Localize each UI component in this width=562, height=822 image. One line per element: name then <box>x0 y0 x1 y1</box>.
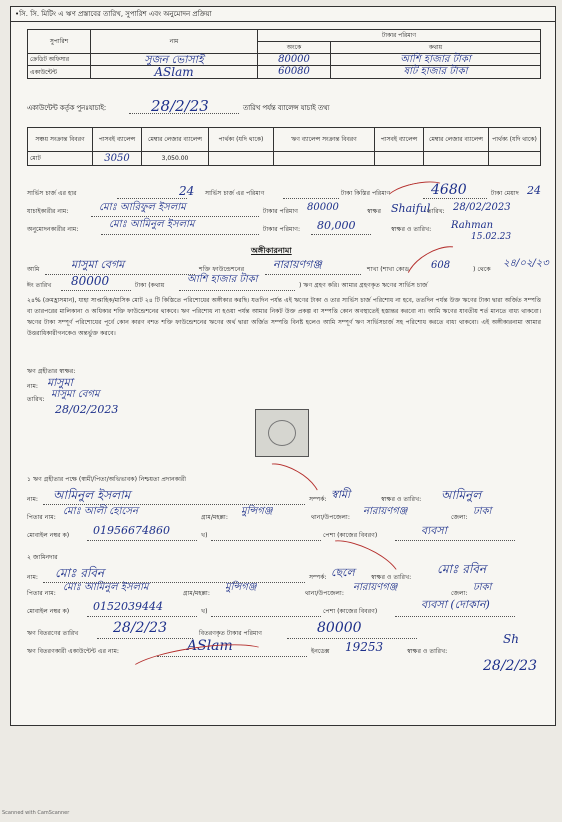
g1-name-label: নাম: <box>27 496 39 503</box>
g2-mobile-label: মোবাইল নম্বর ক) <box>27 608 70 615</box>
g1-name-line <box>43 504 305 505</box>
red-pen-mark <box>398 237 473 301</box>
table-row <box>28 54 541 66</box>
empty-cell <box>489 152 541 166</box>
g2-mobile: 0152039444 <box>93 600 163 613</box>
verifier-line <box>91 216 259 217</box>
recommend-table <box>27 29 541 79</box>
guarantor2-heading: ২ জামিনদার <box>27 554 58 561</box>
g1-mobile-b: খ) <box>201 532 208 539</box>
g2-occupation-label: পেশা (কাজের বিবরণ) <box>323 608 378 615</box>
g2-father: মোঃ আমিনুল ইসলাম <box>63 582 149 593</box>
installment-label: টাকা কিস্তির পরিমাণ <box>341 190 391 197</box>
agreement-text: ) থেকে <box>473 266 491 273</box>
handwritten-words: আশি হাজার টাকা <box>400 53 471 65</box>
g2-relation-label: সম্পর্ক: <box>309 574 327 581</box>
disb-amount-label: বিতরণকৃত টাকার পরিমাণ <box>199 630 262 637</box>
role-cell: ক্রেডিট অফিসার <box>28 54 91 66</box>
g1-mobile: 01956674860 <box>93 524 170 537</box>
approver-amount-line <box>311 234 371 235</box>
verifier-date-label: তারিখ: <box>427 208 445 215</box>
g2-signature: মোঃ রবিন <box>437 562 487 576</box>
borrower-date: 28/02/2023 <box>55 403 119 416</box>
approver-name: মোঃ আমিনুল ইসলাম <box>109 219 195 230</box>
verifier-date: 28/02/2023 <box>453 202 511 213</box>
balance-table <box>27 127 541 166</box>
handwritten-digits: 60080 <box>278 66 310 77</box>
agreement-text: শক্তি ফাউন্ডেশনের <box>199 266 245 273</box>
agreement-text: আমি <box>27 266 40 273</box>
disb-amount: 80000 <box>317 620 362 636</box>
role-cell: একাউন্টেন্ট <box>28 66 91 79</box>
g2-mobile-line <box>87 616 197 617</box>
branch-line <box>265 274 361 275</box>
amount-line <box>283 198 339 199</box>
approver-date: 15.02.23 <box>471 232 512 242</box>
g2-occupation-line <box>395 616 515 617</box>
approver-label: অনুমোদনকারীর নাম: <box>27 226 79 233</box>
g1-upazila-label: থানা/উপজেলা: <box>311 514 350 521</box>
disb-amount-line <box>287 638 417 639</box>
words-cell <box>331 66 541 79</box>
g2-name-label: নাম: <box>27 574 39 581</box>
col-digits: অংকে <box>258 42 331 54</box>
handwritten-words: ষাট হাজার টাকা <box>403 66 468 77</box>
bal-header: পাসবই ব্যালেন্স <box>375 128 424 152</box>
loan-words-line <box>179 290 295 291</box>
disb-signature: Sh <box>503 632 519 646</box>
agreement-text: ) ঋণ গ্রহণ করি। আমার গ্রহণকৃত ঋণের সার্ভিস চার্জ <box>299 282 428 289</box>
passbook-value: 3050 <box>104 152 130 164</box>
g1-occupation-label: পেশা (কাজের বিবরণ) <box>323 532 378 539</box>
bal-header: পার্থক্য (যদি থাকে) <box>489 128 541 152</box>
amount-label: সার্ভিস চার্জ এর পরিমাণ <box>205 190 265 197</box>
revenue-stamp <box>255 409 309 457</box>
g2-mobile-b-line <box>211 616 321 617</box>
loan-form-sheet <box>10 6 556 726</box>
g2-district: ঢাকা <box>473 582 492 593</box>
bal-header: মেম্বার লেজার ব্যালেন্স <box>424 128 489 152</box>
col-words: কথায় <box>331 42 541 54</box>
g1-occupation: ব্যবসা <box>421 524 447 537</box>
approver-amount: 80,000 <box>317 219 356 232</box>
g2-village-label: গ্রাম/মহল্লা: <box>183 590 210 597</box>
approver-amount-label: টাকার পরিমাণ: <box>263 226 301 233</box>
verifier-label: যাচাইকারীর নাম: <box>27 208 69 215</box>
verifier-sign-label: স্বাক্ষর <box>367 208 381 215</box>
verifier-amount-label: টাকার পরিমাণ <box>263 208 299 215</box>
disb-date: 28/2/23 <box>113 620 167 636</box>
rate-value: 24 <box>179 184 195 198</box>
disb-accountant-label: ঋণ বিতরণকারী একাউন্টেন্ট এর নাম: <box>27 648 120 655</box>
passbook-cell <box>93 152 142 166</box>
handwritten-name: সুজন ভোসাই <box>144 53 204 66</box>
branch-code: 608 <box>431 260 451 271</box>
g1-mobile-line <box>87 540 197 541</box>
g2-name: মোঃ রবিন <box>55 566 105 580</box>
g2-village: মুন্সিগঞ্জ <box>225 582 257 593</box>
stamp-emblem-icon <box>268 420 296 446</box>
rate-line <box>117 198 187 199</box>
date-handwritten: ২৪/০২/২৩ <box>503 258 549 269</box>
branch-name: নারায়ণগঞ্জ <box>273 258 322 271</box>
g1-mobile-b-line <box>211 540 321 541</box>
borrower-signature: মাসুমা বেগম <box>51 389 100 400</box>
g1-occupation-line <box>395 540 515 541</box>
verifier-amount: 80000 <box>307 202 339 213</box>
g2-upazila-label: থানা/উপজেলা: <box>305 590 344 597</box>
disb-id: 19253 <box>345 640 384 654</box>
agreement-paragraph: ২৪% (ক্রমহ্রাসমান), যাহা সাপ্তাহিক/মাসিক মোট ২৪ টি কিস্তিতে পরিশোধের অঙ্গীকার করছি। যতদিন পর্যন্ত এই ঋণের টাকা ও তার সার্ভিস চার্জ পরিশোধ না হবে, ততদিন পর্যন্ত উক্ত ঋণের টাকা দ্বারা অর্জিত সম্পত্তি বা তারপরের মালিকানা ও অধিকার শক্তি ফাউন্ডেশনের থাকবে। ঋণ পরিশোধ না হওয়া পর্যন্ত আমার নিকট উক্ত প্রকল্প বা সম্পত্তি কোন অবস্থাতেই হস্তান্তর করবো না। আমি ঋণের যাবতীয় শর্ত মানতে বাধ্য থাকবো। ঋণের টাকা সম্পূর্ণ পরিশোধের পূর্বে কোন কারণ বশত শক্তি ফাউন্ডেশনের ঋণের অর্থ দ্বারা অর্জিত সম্পত্তি বিনষ্ট হলেও আমি সম্পূর্ণ ঋণ সার্ভিসচার্জ সহ পরিশোধ করতে বাধ্য থাকবো। এই অঙ্গীকারনামা আমার উত্তরাধিকারীগনকেও অন্তর্ভুক্ত করবে। <box>27 297 541 337</box>
loan-amount: 80000 <box>71 274 110 288</box>
g1-district-label: জেলা: <box>451 514 468 521</box>
g1-relation: স্বামী <box>331 488 351 501</box>
form-title: •সি. সি. মিটিং এ ঋণ প্রস্তাবের তারিখ, সুপারিশ এবং অনুমোদন প্রক্রিয়া <box>15 10 212 18</box>
digits-cell <box>258 54 331 66</box>
balance-check-date: 28/2/23 <box>151 97 209 115</box>
approver-line <box>101 234 259 235</box>
g1-relation-label: সম্পর্ক: <box>309 496 327 503</box>
disb-id-label: ইনডেক্স <box>311 648 330 655</box>
g1-village: মুন্সিগঞ্জ <box>241 506 273 517</box>
g2-occupation: ব্যবসা (দোকান) <box>421 598 490 611</box>
total-label: মোট <box>28 152 93 166</box>
bal-header: সঞ্চয় সংক্রান্ত বিবরণ <box>28 128 93 152</box>
disb-final-date: 28/2/23 <box>483 658 537 674</box>
empty-cell <box>274 152 375 166</box>
bal-header: মেম্বার লেজার ব্যালেন্স <box>142 128 209 152</box>
empty-cell <box>375 152 424 166</box>
agreement-text: ঈং তারিখ <box>27 282 52 289</box>
table-row <box>28 152 541 166</box>
g1-sign-label: স্বাক্ষর ও তারিখ: <box>381 496 422 503</box>
empty-cell <box>209 152 274 166</box>
borrower-name-label: নাম: <box>27 383 39 390</box>
borrower-date-label: তারিখ: <box>27 396 45 403</box>
g1-name: আমিনুল ইসলাম <box>53 488 131 502</box>
digits-cell <box>258 66 331 79</box>
approver-signature: Rahman <box>451 220 494 231</box>
agreement-title: অঙ্গীকারনামা <box>251 246 292 255</box>
borrower-name-value: মাসুমা <box>47 376 73 389</box>
empty-cell <box>424 152 489 166</box>
g1-father: মোঃ আলী হোসেন <box>63 506 138 517</box>
borrower-sign-label: ঋণ গ্রহীতার স্বাক্ষর: <box>27 368 76 375</box>
bal-header: পাসবই ব্যালেন্স <box>93 128 142 152</box>
disb-accountant: ASlam <box>187 638 233 654</box>
agreement-text: শাখা (শাখা কোড <box>367 266 410 273</box>
words-cell <box>331 54 541 66</box>
verifier-signature: Shaiful <box>391 202 431 215</box>
g2-father-label: পিতার নাম: <box>27 590 56 597</box>
handwritten-digits: 80000 <box>278 53 310 65</box>
g1-mobile-label: মোবাইল নম্বর ক) <box>27 532 70 539</box>
agreement-text: টাকা (কথায় <box>135 282 165 289</box>
g2-mobile-b: খ) <box>201 608 208 615</box>
term-value: 24 <box>527 184 541 197</box>
borrower-line <box>45 274 195 275</box>
col-recommend: সুপারিশ <box>28 30 91 54</box>
bal-header: পার্থক্য (যদি থাকে) <box>209 128 274 152</box>
loan-words: আশি হাজার টাকা <box>187 274 258 285</box>
approver-sign-label: স্বাক্ষর ও তারিখ: <box>391 226 432 233</box>
name-cell <box>91 54 258 66</box>
disb-sign-label: স্বাক্ষর ও তারিখ: <box>407 648 448 655</box>
balance-check-suffix: তারিখ পর্যন্ত ব্যালেন্স যাচাই তথ্য <box>243 104 330 112</box>
g1-district: ঢাকা <box>473 506 492 517</box>
term-label: টাকা মেয়াদ <box>491 190 519 197</box>
scanner-watermark: Scanned with CamScanner <box>2 810 70 816</box>
name-cell <box>91 66 258 79</box>
bal-header: ঋণ ব্যালেন্স সংক্রান্ত বিবরণ <box>274 128 375 152</box>
disb-date-line <box>97 638 193 639</box>
col-name: নাম <box>91 30 258 54</box>
ledger-value: 3,050.00 <box>142 152 209 166</box>
g1-signature: আমিনুল <box>441 488 482 502</box>
g1-village-label: গ্রাম/মহল্লা: <box>201 514 228 521</box>
borrower-name: মাসুমা বেগম <box>71 258 125 271</box>
rate-label: সার্ভিস চার্জ এর হার <box>27 190 77 197</box>
guarantor1-heading: ১ ঋণ গ্রহীতার পক্ষে (স্বামী/পিতা/অভিভাবক) নিশ্চয়তা প্রদানকারী <box>27 476 187 483</box>
disb-date-label: ঋণ বিতরণের তারিখ <box>27 630 79 637</box>
g1-upazila: নারায়ণগঞ্জ <box>363 506 408 517</box>
table-row <box>28 66 541 79</box>
loan-amount-line <box>61 290 131 291</box>
handwritten-name: ASlam <box>154 65 194 79</box>
g1-father-label: পিতার নাম: <box>27 514 56 521</box>
g2-relation: ছেলে <box>331 566 355 579</box>
col-amount: টাকার পরিমাণ <box>258 30 541 42</box>
g2-upazila: নারায়ণগঞ্জ <box>353 582 398 593</box>
verifier-name: মোঃ আরিফুল ইসলাম <box>99 202 186 213</box>
installment-value: 4680 <box>431 182 467 198</box>
balance-check-prefix: একাউন্টেন্ট কর্তৃক পুনঃযাচাই: <box>27 104 107 112</box>
g2-district-label: জেলা: <box>451 590 468 597</box>
g2-sign-label: স্বাক্ষর ও তারিখ: <box>371 574 412 581</box>
